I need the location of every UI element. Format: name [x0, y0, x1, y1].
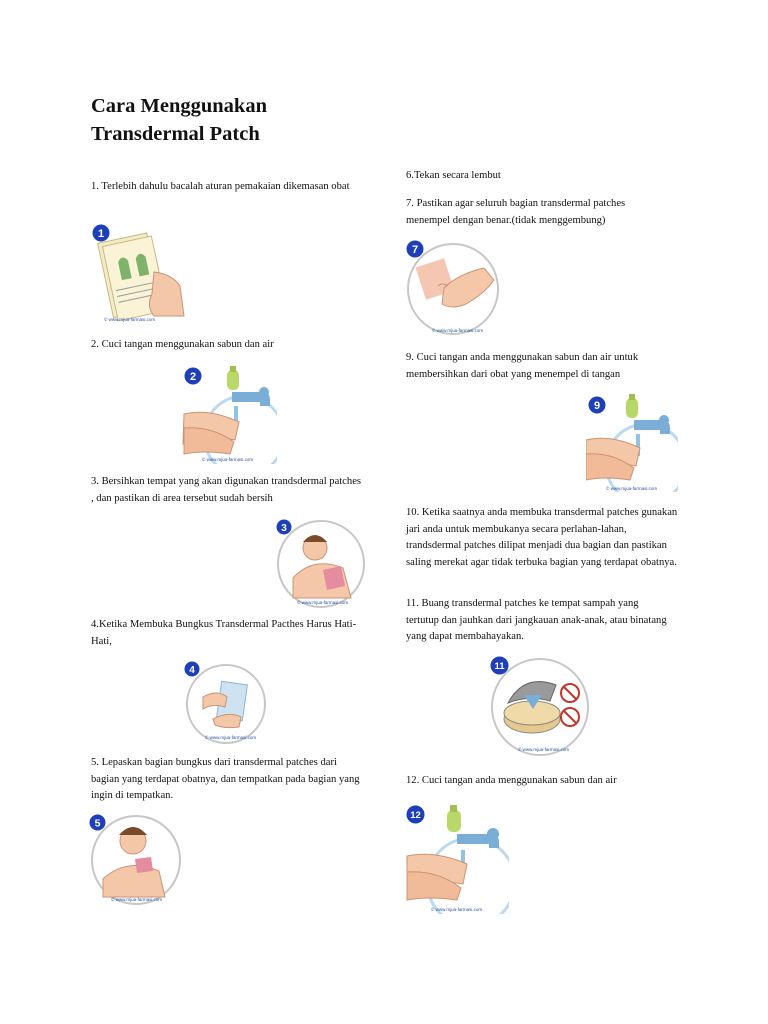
- svg-text:© www.mjua-farmasi.com: © www.mjua-farmasi.com: [518, 747, 570, 752]
- badge-1: [92, 224, 110, 242]
- svg-text:7: 7: [411, 244, 419, 256]
- title-line-1: Cara Menggunakan: [91, 95, 267, 117]
- badge-4: [184, 661, 200, 677]
- badge-3: [276, 519, 292, 535]
- title-line-2: Transdermal Patch: [91, 123, 260, 145]
- step-12-illustration: [405, 804, 509, 914]
- step-2-text: 2. Cuci tangan menggunakan sabun dan air: [91, 339, 274, 350]
- svg-text:© www.mjua-farmasi.com: © www.mjua-farmasi.com: [111, 897, 163, 902]
- svg-text:© www.mjua-farmasi.com: © www.mjua-farmasi.com: [297, 600, 349, 605]
- svg-text:© www.mjua-farmasi.com: © www.mjua-farmasi.com: [431, 907, 483, 912]
- step-1-illustration: [92, 224, 187, 324]
- svg-text:11: 11: [494, 661, 505, 672]
- svg-text:2: 2: [189, 371, 197, 383]
- step-3-text: 3. Bersihkan tempat yang akan digunakan trandsdermal patches , dan pastikan di area tersebut sudah bersih: [91, 476, 362, 504]
- page-title: [91, 92, 391, 148]
- badge-9: [588, 396, 606, 414]
- badge-5: [89, 814, 106, 831]
- svg-text:© www.mjua-farmasi.com: © www.mjua-farmasi.com: [205, 735, 257, 740]
- step-5-text: 5. Lepaskan bagian bungkus dari transdermal patches dari bagian yang terdapat obatnya, dan tempatkan pada bagian yang ingin di tempatkan.: [91, 757, 360, 801]
- svg-text:4: 4: [189, 665, 195, 676]
- svg-text:5: 5: [94, 817, 101, 830]
- svg-text:12: 12: [410, 810, 421, 821]
- svg-text:© www.mjua-farmasi.com: © www.mjua-farmasi.com: [432, 328, 484, 333]
- svg-text:3: 3: [281, 523, 287, 534]
- step-12-text: 12. Cuci tangan anda menggunakan sabun dan air: [406, 775, 617, 786]
- svg-text:© www.mjua-farmasi.com: © www.mjua-farmasi.com: [202, 457, 254, 462]
- watermark: © www.mjua-farmasi.com: [104, 317, 156, 322]
- badge-11: [490, 656, 509, 675]
- svg-text:9: 9: [593, 400, 601, 412]
- badge-12: [406, 805, 425, 824]
- step-4-text: 4.Ketika Membuka Bungkus Transdermal Pacthes Harus Hati-Hati,: [91, 619, 357, 647]
- step-3-illustration: [275, 518, 367, 610]
- step-4-illustration: [183, 661, 268, 746]
- step-11-illustration: [488, 655, 592, 759]
- step-10-text: 10. Ketika saatnya anda membuka transdermal patches gunakan jari anda untuk membukanya secara perlahan-lahan, trandsdermal patches dilipat menjadi dua bagian dan pastikan saling merekat agar tidak terbuka bagian yang terdapat obatnya.: [406, 507, 678, 568]
- step-11-text: 11. Buang transdermal patches ke tempat sampah yang tertutup dan jauhkan dari jangkauan anak-anak, atau binatang yang dapat membahayakan.: [406, 598, 667, 642]
- step-6-text: 6.Tekan secara lembut: [406, 170, 501, 181]
- badge-7: [406, 240, 424, 258]
- svg-text:1: 1: [97, 228, 105, 240]
- step-2-illustration: [182, 366, 277, 464]
- badge-2: [184, 367, 202, 385]
- step-5-illustration: [89, 813, 183, 907]
- step-9-text: 9. Cuci tangan anda menggunakan sabun dan air untuk membersihkan dari obat yang menempel di tangan: [406, 352, 639, 380]
- step-7-illustration: [404, 238, 502, 336]
- step-1-text: 1. Terlebih dahulu bacalah aturan pemakaian dikemasan obat: [91, 181, 350, 192]
- svg-text:© www.mjua-farmasi.com: © www.mjua-farmasi.com: [606, 486, 658, 491]
- step-9-illustration: [586, 394, 678, 492]
- step-7-text: 7. Pastikan agar seluruh bagian transdermal patches menempel dengan benar.(tidak menggembung): [406, 198, 626, 226]
